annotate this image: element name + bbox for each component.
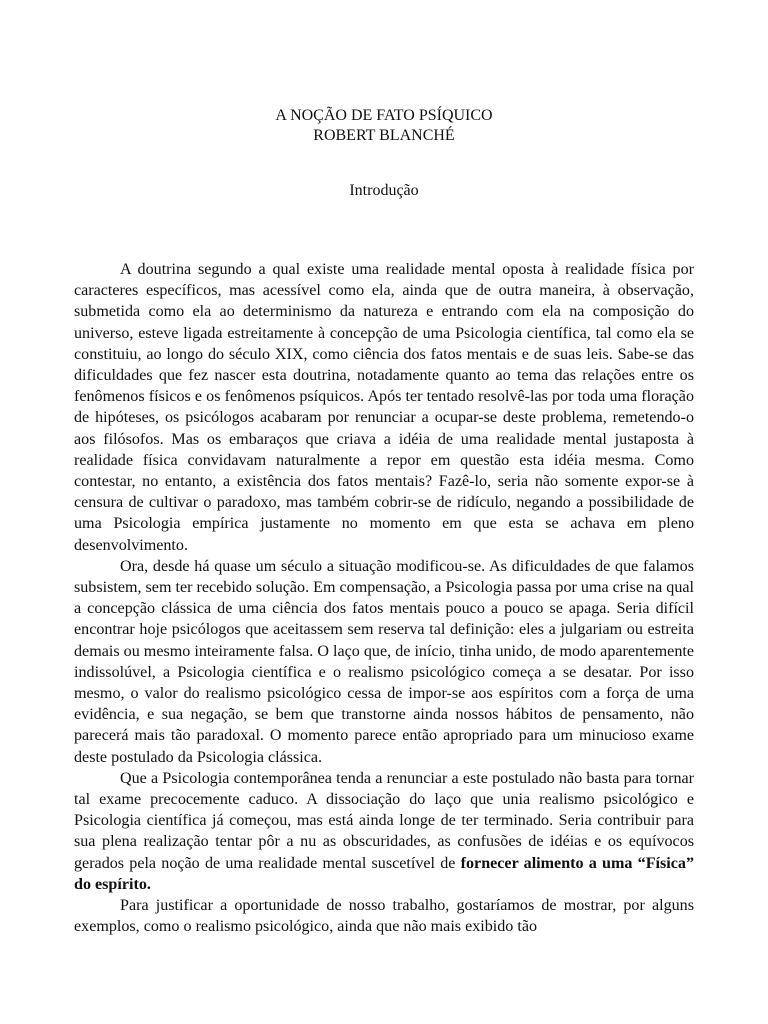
body-text (74, 259, 694, 938)
paragraph-1 (74, 259, 694, 556)
paragraph-3-period: . (146, 875, 151, 893)
paragraph-4-text: Para justificar a oportunidade de nosso trabalho, gostaríamos de mostrar, por alguns exemplos, como o realismo psicológico, ainda que não mais exibido tão (74, 897, 694, 936)
paragraph-4 (74, 895, 694, 937)
paragraph-2 (74, 556, 694, 768)
document-title: A NOÇÃO DE FATO PSÍQUICO (275, 107, 493, 124)
paragraph-3-text: Que a Psicologia contemporânea tenda a renunciar a este postulado não basta para tornar tal exame precocemente caduco. A dissociação do laço que unia realismo psicológico e Psicologia científica já começou, mas está ainda longe de ter terminado. Seria contribuir para sua plena realização tentar pôr a nu as obscuridades, as confusões de idéias e os equívocos gerados pela noção de uma realidade mental suscetível de (74, 769, 694, 872)
paragraph-2-text: Ora, desde há quase um século a situação modificou-se. As dificuldades de que falamos subsistem, sem ter recebido solução. Em compensação, a Psicologia passa por uma crise na qual a concepção clássica de uma ciência dos fatos mentais pouco a pouco se apaga. Seria difícil encontrar hoje psicólogos que aceitassem sem reserva tal definição: eles a julgariam ou estreita demais ou mesmo inteiramente falsa. O laço que, de início, tinha unido, de modo aparentemente indissolúvel, a Psicologia científica e o realismo psicológico começa a se desatar. Por isso mesmo, o valor do realismo psicológico cessa de impor-se aos espíritos com a força de uma evidência, e sua negação, se bem que transtorne ainda nossos hábitos de pensamento, não parecerá mais tão paradoxal. O momento parece então apropriado para um minucioso exame deste postulado da Psicologia clássica. (74, 557, 694, 766)
paragraph-3-bold-tail: fornecer alimento a uma “Física” do espírito (74, 854, 694, 893)
paragraph-3 (74, 768, 694, 895)
section-heading: Introdução (349, 182, 419, 199)
paragraph-1-text: A doutrina segundo a qual existe uma realidade mental oposta à realidade física por caracteres específicos, mas acessível como ela, ainda que de outra maneira, à observação, submetida como ela ao determinismo da natureza e entrando com ela na composição do universo, esteve ligada estreitamente à concepção de uma Psicologia científica, tal como ela se constituiu, ao longo do século XIX, como ciência dos fatos mentais e de suas leis. Sabe-se das dificuldades que fez nascer esta doutrina, notadamente quanto ao tema das relações entre os fenômenos físicos e os fenômenos psíquicos. Após ter tentado resolvê-las por toda uma floração de hipóteses, os psicólogos acabaram por renunciar a ocupar-se deste problema, remetendo-o aos filósofos. Mas os embaraços que criava a idéia de uma realidade mental justaposta à realidade física convidavam naturalmente a repor em questão esta idéia mesma. Como contestar, no entanto, a existência dos fatos mentais? Fazê-lo, seria não somente expor-se à censura de cultivar o paradoxo, mas também cobrir-se de ridículo, negando a possibilidade de uma Psicologia empírica justamente no momento em que esta se achava em pleno desenvolvimento. (74, 261, 694, 554)
document-author: ROBERT BLANCHÉ (313, 127, 455, 144)
